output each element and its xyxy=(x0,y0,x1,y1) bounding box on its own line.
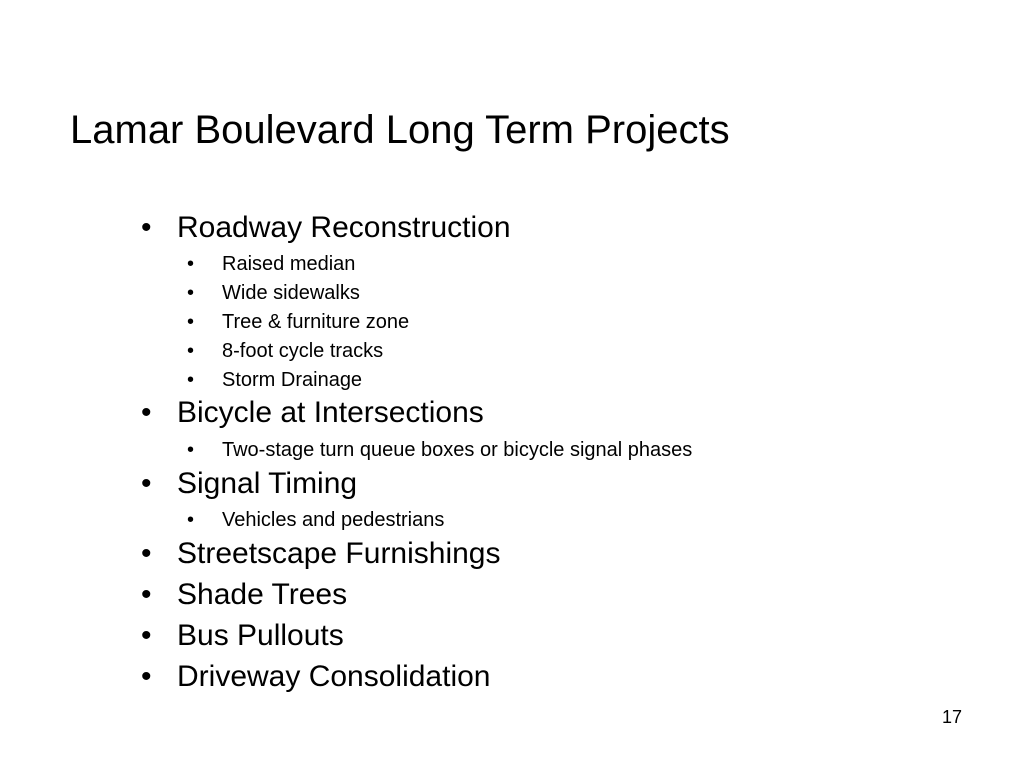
sub-bullet-marker: • xyxy=(187,369,195,391)
bullet-marker: • xyxy=(141,211,152,244)
page-number: 17 xyxy=(942,707,963,727)
slide-title: Lamar Boulevard Long Term Projects xyxy=(70,108,730,152)
sub-bullet-text: Wide sidewalks xyxy=(222,282,360,304)
bullet-text: Streetscape Furnishings xyxy=(177,537,501,570)
sub-bullet-text: Raised median xyxy=(222,253,356,275)
bullet-text: Shade Trees xyxy=(177,578,348,611)
sub-bullet-text: Tree & furniture zone xyxy=(222,311,410,333)
bullet-marker: • xyxy=(141,537,152,570)
sub-bullet-marker: • xyxy=(187,311,195,333)
bullet-marker: • xyxy=(141,660,152,693)
sub-bullet-text: Storm Drainage xyxy=(222,369,363,391)
bullet-text: Bicycle at Intersections xyxy=(177,396,484,429)
bullet-text: Signal Timing xyxy=(177,467,358,500)
sub-bullet-marker: • xyxy=(187,439,195,461)
bullet-marker: • xyxy=(141,619,152,652)
sub-bullet-marker: • xyxy=(187,340,195,362)
bullet-text: Roadway Reconstruction xyxy=(177,211,511,244)
sub-bullet-text: 8-foot cycle tracks xyxy=(222,340,384,362)
bullet-text: Driveway Consolidation xyxy=(177,660,491,693)
bullet-marker: • xyxy=(141,467,152,500)
sub-bullet-marker: • xyxy=(187,282,195,304)
bullet-text: Bus Pullouts xyxy=(177,619,344,652)
bullet-marker: • xyxy=(141,578,152,611)
sub-bullet-text: Two-stage turn queue boxes or bicycle signal phases xyxy=(222,439,693,461)
sub-bullet-text: Vehicles and pedestrians xyxy=(222,509,445,531)
sub-bullet-marker: • xyxy=(187,509,195,531)
sub-bullet-marker: • xyxy=(187,253,195,275)
bullet-marker: • xyxy=(141,396,152,429)
